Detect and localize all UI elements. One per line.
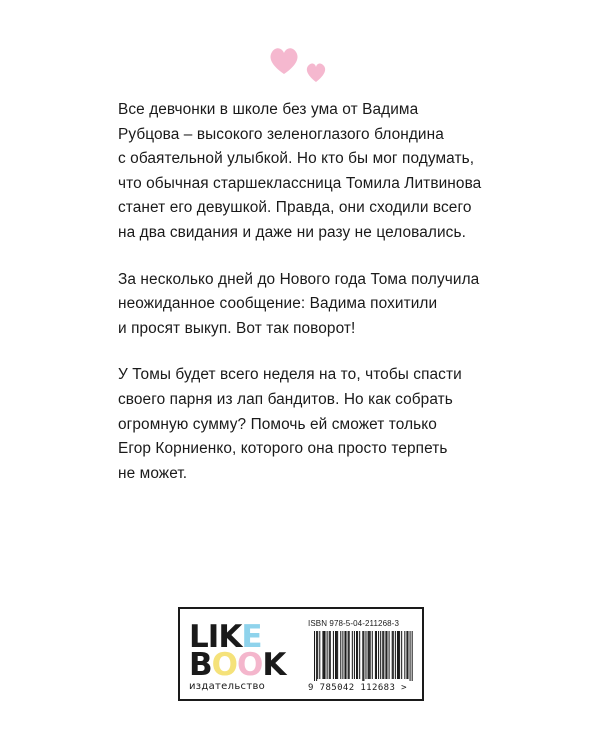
barcode-bar [368, 631, 369, 679]
isbn-label: ISBN 978-5-04-211268-3 [308, 619, 399, 628]
hearts-icon [268, 44, 330, 84]
barcode-bar [389, 631, 390, 679]
blurb-paragraph-1: Все девчонки в школе без ума от Вадима Рубцова – высокого зеленоглазого блондина с обаятельной улыбкой. Но кто бы мог подумать, что обычная старшеклассница Томила Литвинова станет его девушкой. Правда, они сходили всего на два свидания и даже ни разу не целовались. [118, 101, 482, 241]
barcode-bar [314, 631, 315, 681]
barcode-bar [375, 631, 376, 679]
logo-letter: K [262, 647, 286, 683]
barcode-bar [325, 631, 326, 679]
likebook-logo [189, 619, 299, 693]
barcode-bar [386, 631, 387, 679]
barcode-bar [406, 631, 407, 679]
barcode-bar [352, 631, 353, 679]
barcode-bar [365, 631, 366, 679]
logo-letter: I [207, 619, 219, 655]
logo-line-2 [189, 647, 299, 683]
barcode-bar [316, 631, 317, 681]
barcode-bar [329, 631, 330, 679]
barcode-bar [342, 631, 343, 679]
barcode-bar [397, 631, 398, 679]
barcode-bar [382, 631, 383, 679]
barcode-bar [327, 631, 328, 679]
barcode-bar [404, 631, 405, 679]
logo-letter: K [218, 619, 242, 655]
barcode-bar [357, 631, 358, 679]
logo-letter: L [189, 619, 208, 655]
logo-letter: E [241, 619, 262, 655]
barcode-digits: 9 785042 112683 > [308, 683, 407, 693]
heart-large-icon [271, 48, 298, 74]
blurb-paragraph-3: У Томы будет всего неделя на то, чтобы спасти своего парня из лап бандитов. Но как собрать огромную сумму? Помочь ей сможет только Егор Корниенко, которого она просто терпеть не может. [118, 366, 462, 482]
barcode-bar [335, 631, 336, 679]
publisher-word: издательство [189, 681, 266, 692]
barcode-bar [359, 631, 360, 679]
barcode-bar [317, 631, 318, 679]
barcode-bar [362, 631, 363, 681]
barcode-bar [363, 631, 364, 681]
barcode-bar [410, 631, 411, 681]
barcode [308, 619, 420, 695]
barcode-bar [398, 631, 399, 679]
barcode-bar [323, 631, 324, 679]
barcode-bar [340, 631, 341, 679]
logo-letter: B [189, 647, 212, 683]
barcode-bar [348, 631, 349, 679]
barcode-bar [319, 631, 320, 679]
barcode-bar [383, 631, 384, 679]
barcode-bar [337, 631, 338, 679]
barcode-bar [393, 631, 394, 679]
barcode-bar [369, 631, 370, 679]
barcode-bar [336, 631, 337, 679]
barcode-bar [407, 631, 408, 679]
barcode-bar [356, 631, 357, 679]
barcode-bar [349, 631, 350, 679]
blurb-text [118, 98, 498, 508]
logo-letter: O [237, 647, 263, 683]
barcode-bar [392, 631, 393, 679]
barcode-bar [401, 631, 402, 679]
barcode-bar [376, 631, 377, 679]
barcode-bar [378, 631, 379, 679]
barcode-bar [380, 631, 381, 679]
barcode-bar [412, 631, 413, 681]
heart-small-icon [307, 63, 325, 82]
barcode-bar [344, 631, 345, 679]
barcode-bar [333, 631, 334, 679]
publisher-footer-box [178, 607, 424, 701]
barcode-bar [346, 631, 347, 679]
barcode-bar [370, 631, 371, 679]
barcode-bar [385, 631, 386, 679]
barcode-bar [399, 631, 400, 679]
barcode-bar [330, 631, 331, 679]
barcode-bar [395, 631, 396, 679]
barcode-bar [322, 631, 323, 679]
barcode-bar [372, 631, 373, 679]
logo-letter: O [211, 647, 237, 683]
barcode-bars-icon [308, 631, 420, 681]
barcode-bar [354, 631, 355, 679]
blurb-paragraph-2: За несколько дней до Нового года Тома получила неожиданное сообщение: Вадима похитили и просят выкуп. Вот так поворот! [118, 270, 480, 337]
